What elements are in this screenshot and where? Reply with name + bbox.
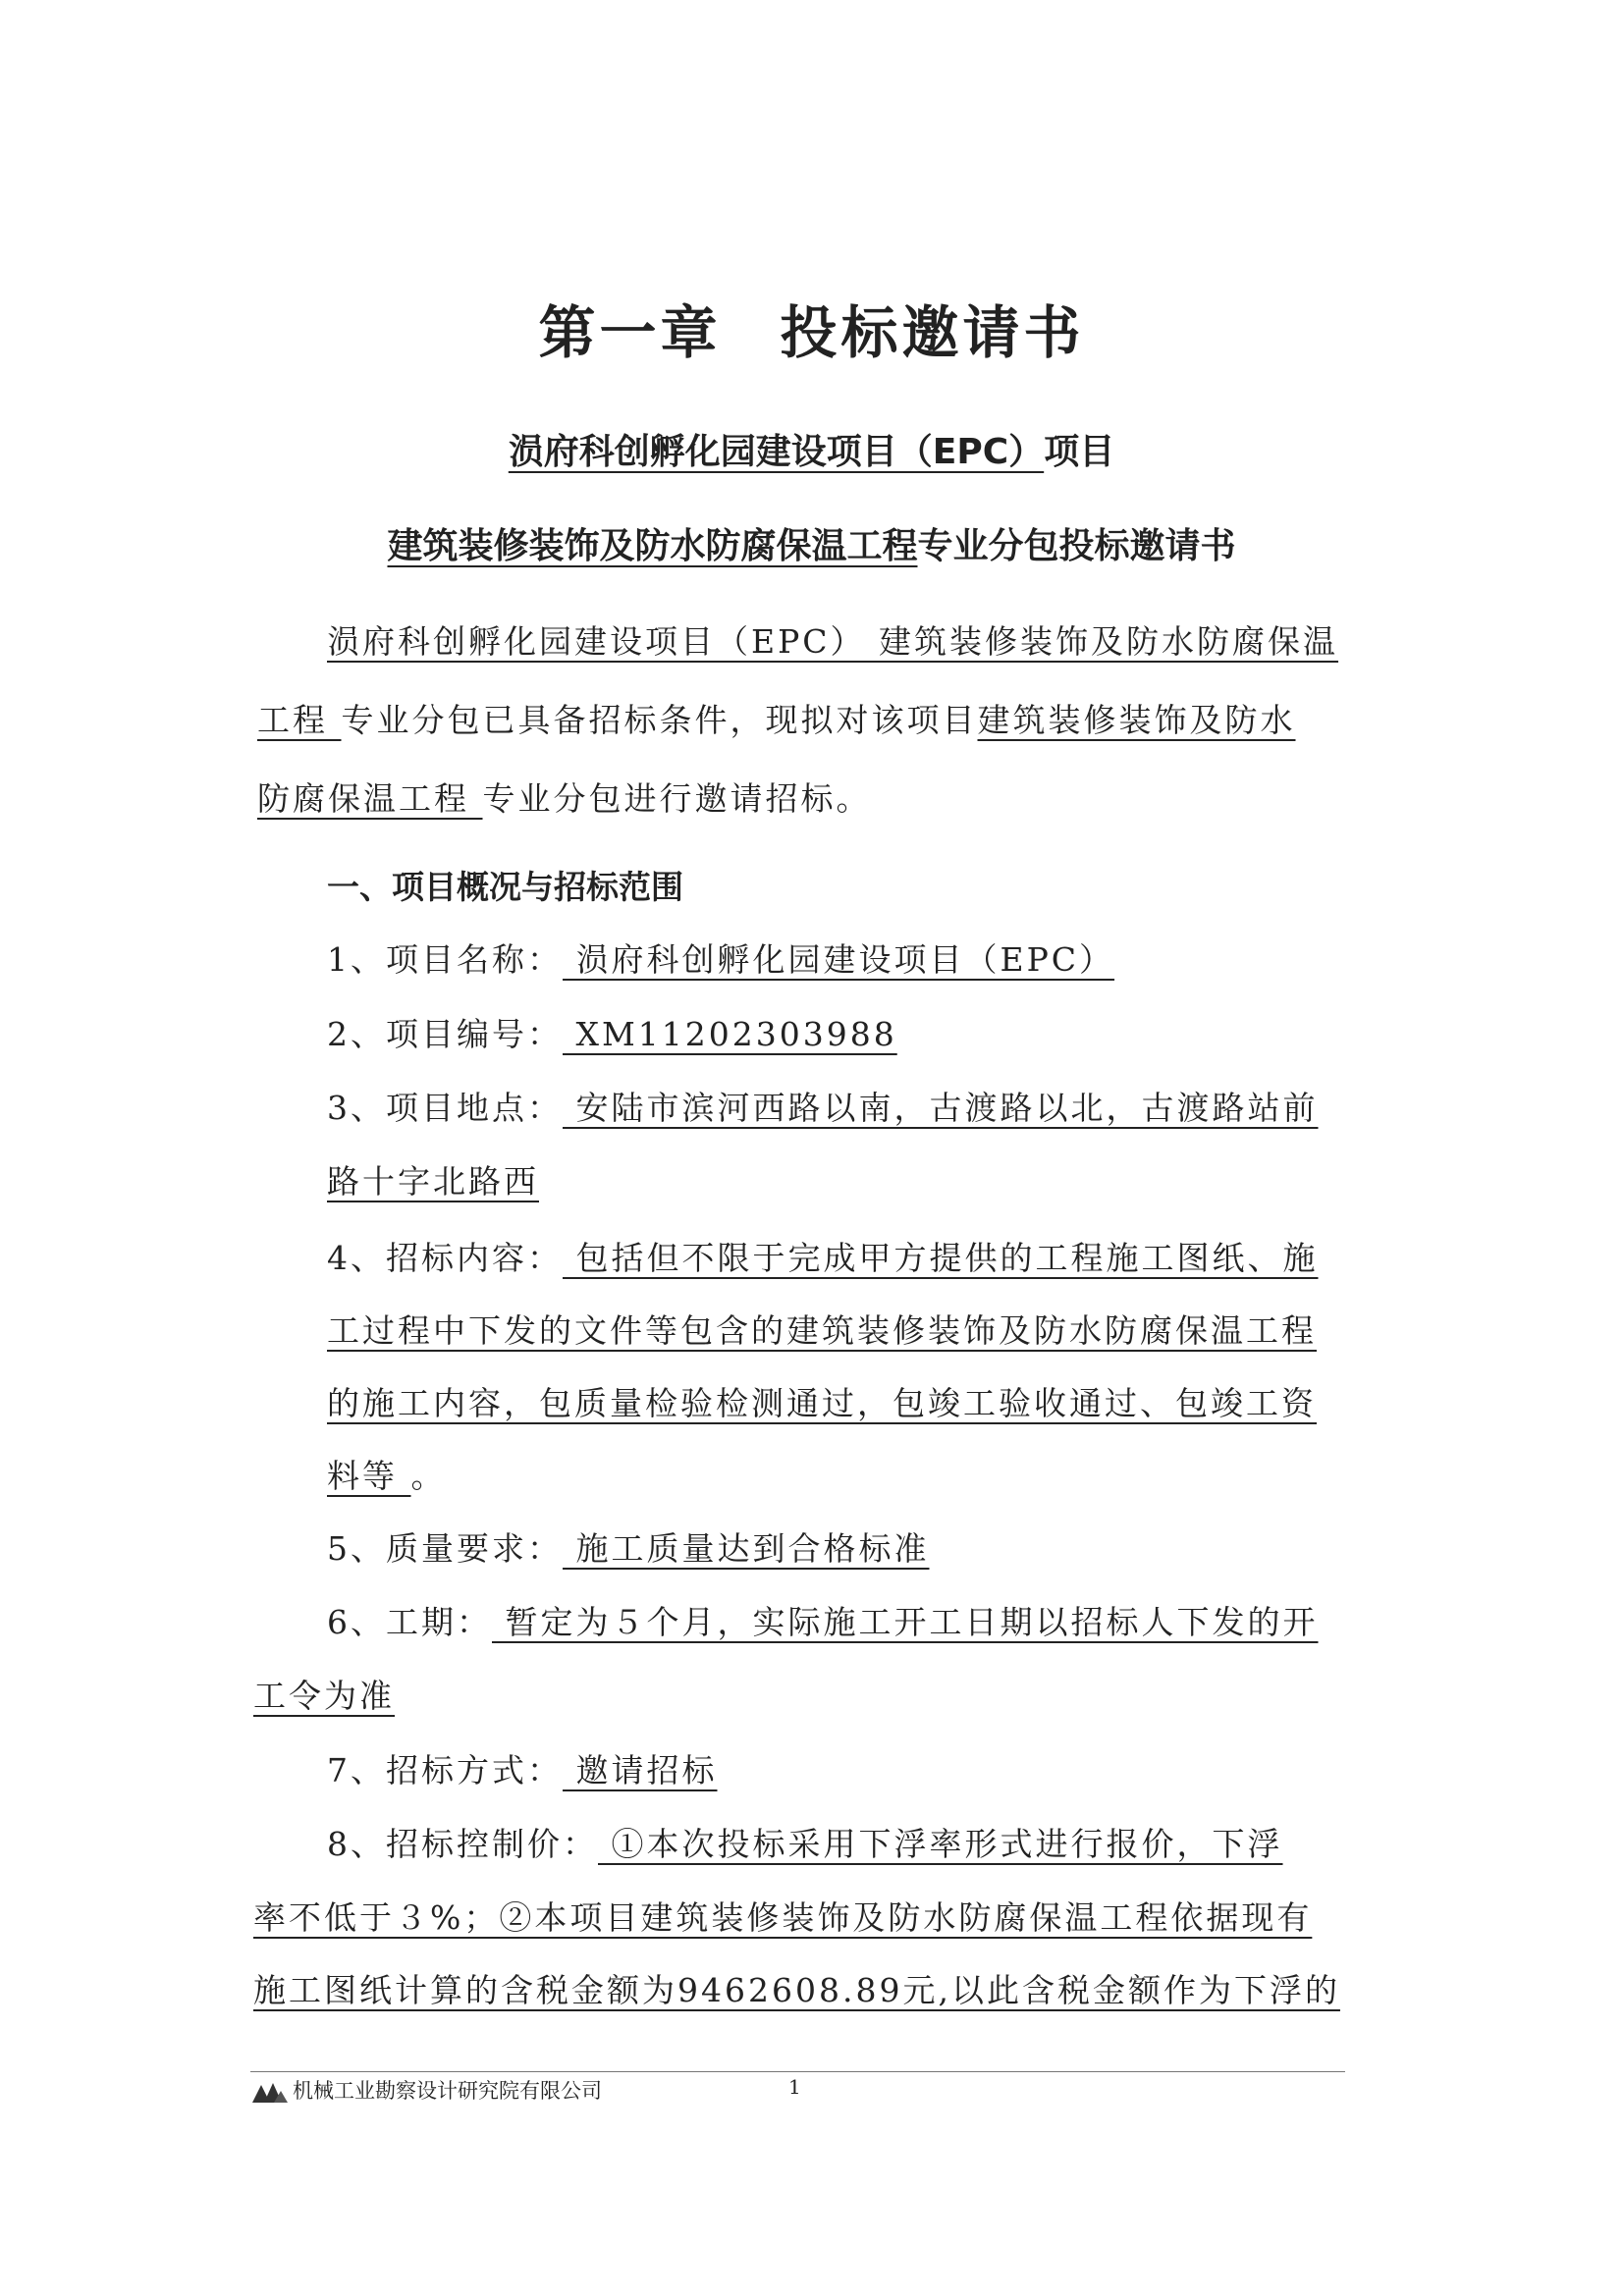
intro-line-1: 涢府科创孵化园建设项目（EPC） 建筑装修装饰及防水防腐保温 xyxy=(327,622,1339,661)
item-project-code: 2、项目编号： XM11202303988 xyxy=(327,1015,897,1053)
item-bid-content: 4、招标内容： 包括但不限于完成甲方提供的工程施工图纸、施 xyxy=(327,1239,1319,1277)
item-control-price-cont-1: 率不低于３%；②本项目建筑装修装饰及防水防腐保温工程依据现有 xyxy=(253,1898,1313,1937)
section-heading: 一、项目概况与招标范围 xyxy=(327,868,683,906)
item-bid-content-cont-1: 工过程中下发的文件等包含的建筑装修装饰及防水防腐保温工程 xyxy=(327,1311,1317,1350)
intro-line-2: 工程 专业分包已具备招标条件，现拟对该项目建筑装修装饰及防水 xyxy=(257,701,1296,739)
footer-divider xyxy=(250,2071,1345,2072)
item-control-price: 8、招标控制价： ①本次投标采用下浮率形式进行报价，下浮 xyxy=(327,1825,1283,1863)
page-number: 1 xyxy=(788,2075,801,2099)
subtitle-project xyxy=(0,424,1623,474)
chapter-title xyxy=(0,287,1623,369)
subtitle-project-name: 涢府科创孵化园建设项目（EPC） xyxy=(508,432,1045,472)
subtitle-project-tail: 项目 xyxy=(1044,432,1115,472)
subtitle-invitation-tail: 专业分包投标邀请书 xyxy=(917,526,1236,566)
item-quality: 5、质量要求： 施工质量达到合格标准 xyxy=(327,1529,930,1568)
subtitle-invitation xyxy=(0,518,1623,568)
chapter-number: 第一章 xyxy=(538,299,722,366)
item-bid-content-cont-3: 料等 。 xyxy=(327,1457,447,1495)
item-duration-cont: 工令为准 xyxy=(253,1677,395,1715)
intro-line-3: 防腐保温工程 专业分包进行邀请招标。 xyxy=(257,779,872,818)
item-project-location: 3、项目地点： 安陆市滨河西路以南，古渡路以北，古渡路站前 xyxy=(327,1089,1319,1127)
subtitle-work-name: 建筑装修装饰及防水防腐保温工程 xyxy=(387,526,918,566)
chapter-name: 投标邀请书 xyxy=(780,299,1085,366)
item-control-price-cont-2: 施工图纸计算的含税金额为9462608.89元,以此含税金额作为下浮的 xyxy=(253,1971,1340,2009)
item-project-name: 1、项目名称： 涢府科创孵化园建设项目（EPC） xyxy=(327,940,1115,979)
item-project-location-cont: 路十字北路西 xyxy=(327,1162,539,1201)
item-duration: 6、工期： 暂定为５个月，实际施工开工日期以招标人下发的开 xyxy=(327,1603,1319,1641)
item-bid-content-cont-2: 的施工内容，包质量检验检测通过，包竣工验收通过、包竣工资 xyxy=(327,1384,1317,1422)
footer-company-name: 机械工业勘察设计研究院有限公司 xyxy=(293,2079,602,2103)
company-logo-icon xyxy=(252,2079,288,2103)
item-bid-method: 7、招标方式： 邀请招标 xyxy=(327,1751,718,1789)
